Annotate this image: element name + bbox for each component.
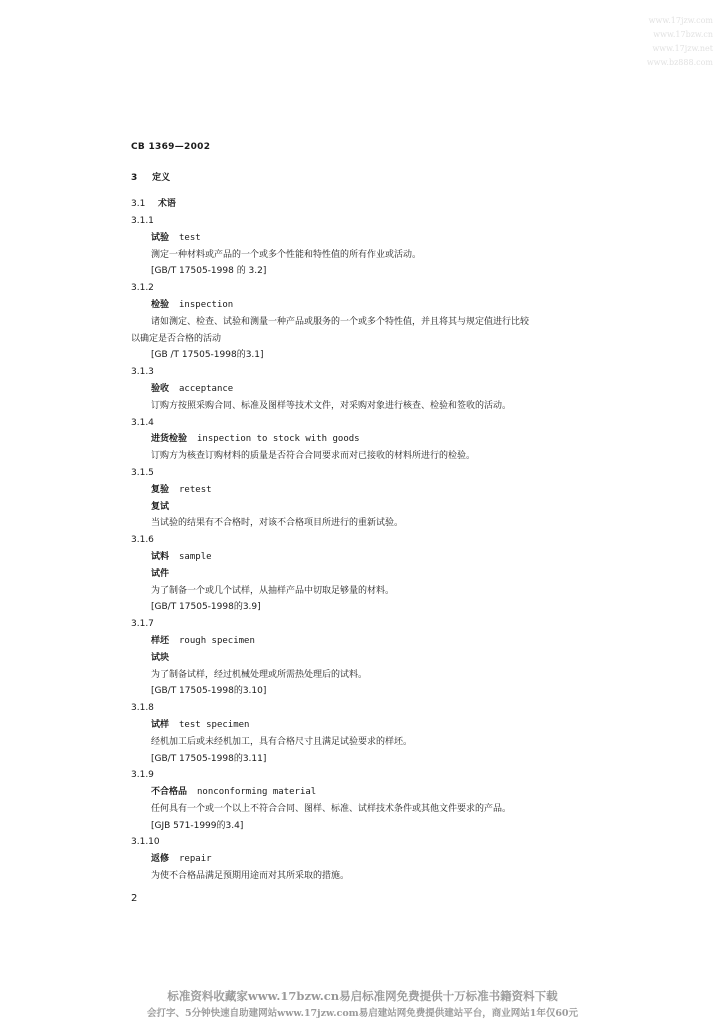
entry-number: 3.1.2 [131,283,154,294]
reference: [GJB 571-1999的3.4] [151,820,244,831]
watermark-line: www.17jzw.com [648,16,713,25]
term-zh: 试样 [151,719,170,730]
footer-line-2: 会打字、5分钟快速自助建网站www.17jzw.com易启建站网免费提供建站平台，商业网站1年仅60元 [146,1008,579,1019]
term-en: retest [179,484,212,495]
entry-number: 3.1.6 [131,535,154,546]
reference: [GB/T 17505-1998的3.11] [151,753,267,764]
term-zh: 不合格品 [151,787,188,798]
section-number: 3 [131,173,138,183]
definition: 任何具有一个或一个以上不符合合同、图样、标准、试样技术条件或其他文件要求的产品。 [151,803,512,814]
reference: [GB /T 17505-1998的3.1] [151,350,264,361]
term-en: inspection [179,299,234,310]
term-en: rough specimen [179,635,255,646]
term-en: test [179,232,201,243]
entry-number: 3.1.8 [131,703,154,714]
watermark-line: www.17jzw.net [652,44,713,53]
definition-wrap-row [131,331,601,348]
watermark-line: www.17bzw.cn [653,30,713,39]
subsection-number: 3.1 [131,199,146,209]
entry-number: 3.1.5 [131,467,154,478]
definition: 诸如测定、检查、试验和测量一种产品或服务的一个或多个特性值，并且将其与规定值进行比较 [151,316,530,327]
entry-number: 3.1.4 [131,417,154,428]
definition: 为了制备一个或几个试样，从抽样产品中切取足够量的材料。 [151,585,395,596]
term-zh: 试料 [151,551,170,562]
term-line [131,230,601,247]
term-line [131,431,601,448]
reference: [GB/T 17505-1998的3.9] [151,602,261,613]
term-en: repair [179,854,212,865]
term-zh: 试验 [151,232,170,243]
term-en: acceptance [179,383,234,394]
term-en: inspection to stock with goods [197,434,360,445]
term-synonym: 试件 [151,568,170,579]
footer-line-1: 标准资料收藏家www.17bzw.cn易启标准网免费提供十万标准书籍资料下载 [167,989,558,1003]
term-zh: 复验 [151,484,170,495]
definition: 当试验的结果有不合格时，对该不合格项目所进行的重新试验。 [151,518,404,529]
term-zh: 验收 [151,383,170,394]
term-line [131,297,601,314]
definition: 为使不合格品满足预期用途而对其所采取的措施。 [151,871,350,882]
term-zh: 返修 [151,854,170,865]
term-line [131,784,601,801]
subsection-heading [131,196,176,209]
definition: 为了制备试样，经过机械处理或所需热处理后的试料。 [151,669,368,680]
term-en: nonconforming material [197,787,317,798]
term-entries [131,213,601,885]
term-zh: 样坯 [151,635,170,646]
doc-code: CB 1369—2002 [131,142,211,152]
term-zh: 进货检验 [151,434,188,445]
subsection-title: 术语 [157,199,176,209]
entry-number: 3.1.7 [131,619,154,630]
term-line [131,482,601,499]
definition-wrap: 以确定是否合格的活动 [131,333,222,344]
term-line [131,381,601,398]
page-number: 2 [131,893,138,904]
term-zh: 检验 [151,299,170,310]
section-heading [131,170,170,183]
entry-number: 3.1.3 [131,367,154,378]
term-synonym: 试块 [151,652,170,663]
definition: 经机加工后或未经机加工，具有合格尺寸且满足试验要求的样坯。 [151,736,413,747]
term-en: sample [179,551,212,562]
section-title: 定义 [152,173,171,183]
watermark [603,14,713,70]
term-line [131,717,601,734]
term-line [131,633,601,650]
entry-number: 3.1.1 [131,216,154,226]
term-line [131,851,601,868]
watermark-line: www.bz888.com [646,58,713,67]
term-line [131,549,601,566]
reference: [GB/T 17505-1998的3.10] [151,686,267,697]
definition: 订购方为核查订购材料的质量是否符合合同要求而对已接收的材料所进行的检验。 [151,451,476,462]
entry-number: 3.1.10 [131,837,160,848]
reference: [GB/T 17505-1998 的 3.2] [151,266,267,277]
definition: 测定一种材料或产品的一个或多个性能和特性值的所有作业或活动。 [151,249,422,260]
definition: 订购方按照采购合同、标准及图样等技术文件，对采购对象进行核查、检验和签收的活动。 [151,400,512,411]
term-synonym: 复试 [151,501,170,512]
term-en: test specimen [179,719,250,730]
entry-number: 3.1.9 [131,770,154,781]
